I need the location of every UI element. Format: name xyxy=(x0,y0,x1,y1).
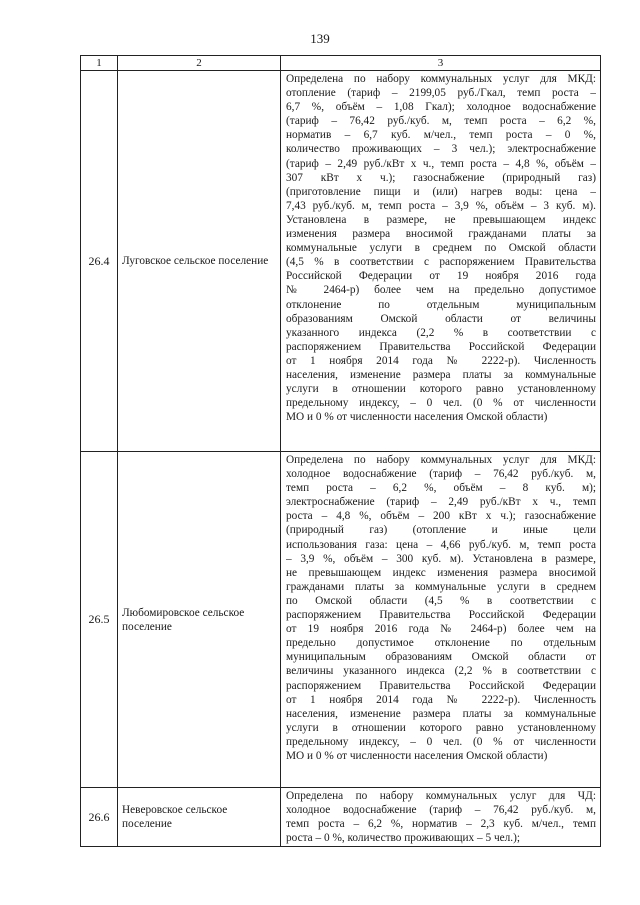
text-line: населения, изменение размера платы за коммунальные xyxy=(286,707,596,720)
text-line: Определена по набору коммунальных услуг для ЧД: xyxy=(286,790,596,802)
text-line: услуги в отношении которого равно установленному xyxy=(286,721,596,734)
text-line: темп роста – 6,2 %, объём – 8 куб. м); xyxy=(286,482,596,495)
row-description xyxy=(281,71,601,452)
settlement-name: Любомировское сельское поселение xyxy=(118,452,281,788)
text-line: количество проживающих – 3 чел.); электроснабжение xyxy=(286,143,596,156)
text-line: Установлена в размере, не превышающем индекс xyxy=(286,213,596,226)
text-line: распоряжением Правительства Российской Федерации xyxy=(286,679,596,692)
text-line: указанного индекса (2,2 % в соответствии с xyxy=(286,326,596,339)
text-line: холодное водоснабжение (тариф – 76,42 руб./куб. м, xyxy=(286,468,596,481)
text-line: Российской Федерации от 19 ноября 2016 года xyxy=(286,270,596,283)
text-line: предельно допустимое отклонение по отдельным xyxy=(286,637,596,650)
text-line: холодное водоснабжение (тариф – 76,42 руб./куб. м, xyxy=(286,804,596,817)
text-line: МО и 0 % от численности населения Омской области) xyxy=(286,749,548,762)
text-line: образованиям Омской области от величины xyxy=(286,312,596,325)
text-line: Определена по набору коммунальных услуг для МКД: xyxy=(286,454,596,466)
text-line: не превышающем индекс изменения размера вносимой xyxy=(286,566,596,579)
text-line: Определена по набору коммунальных услуг для МКД: xyxy=(286,73,596,85)
text-line: 7,43 руб./куб. м, темп роста – 3,9 %, объём – 3 куб. м). xyxy=(286,199,596,212)
table-row xyxy=(81,788,601,847)
text-line: МО и 0 % от численности населения Омской области) xyxy=(286,411,548,424)
text-line: темп роста – 6,2 %, норматив – 2,3 куб. м/чел., темп xyxy=(286,818,596,831)
text-line: распоряжением Правительства Российской Федерации xyxy=(286,609,596,622)
text-line: величины указанного индекса (2,2 % в соответствии с xyxy=(286,665,596,678)
column-header-1: 1 xyxy=(81,56,118,71)
row-number: 26.6 xyxy=(81,788,118,847)
row-number: 26.4 xyxy=(81,71,118,452)
text-line: 6,7 %, объём – 1,08 Гкал); холодное водоснабжение xyxy=(286,101,596,114)
text-line: роста – 0 %, количество проживающих – 5 чел.); xyxy=(286,832,521,845)
text-line: роста – 4,8 %, объём – 200 кВт х ч.); газоснабжение xyxy=(286,510,596,523)
text-line: (тариф – 76,42 руб./куб. м, темп роста – 6,2 %, xyxy=(286,115,596,128)
text-line: населения, изменение размера платы за коммунальные xyxy=(286,368,596,381)
text-line: электроснабжение (тариф – 2,49 руб./кВт х ч., темп xyxy=(286,496,596,509)
text-line: норматив – 6,7 куб. м/чел., темп роста – 0 %, xyxy=(286,129,596,142)
text-line: коммунальные услуги в среднем по Омской области xyxy=(286,242,596,255)
data-table xyxy=(80,55,601,847)
text-line: от 1 ноября 2014 года № 2222-р). Численность xyxy=(286,354,596,367)
text-line: распоряжением Правительства Российской Федерации xyxy=(286,340,596,353)
text-line: (тариф – 2,49 руб./кВт х ч., темп роста – 4,8 %, объём – xyxy=(286,157,596,170)
text-line: гражданами платы за коммунальные услуги в среднем xyxy=(286,580,596,593)
table-row xyxy=(81,452,601,788)
text-line: муниципальным образованиям Омской области от xyxy=(286,651,596,664)
text-line: (приготовление пищи и (или) нагрев воды: цена – xyxy=(286,185,596,198)
settlement-name: Неверовское сельское поселение xyxy=(118,788,281,847)
text-line: предельному индексу, – 0 чел. (0 % от численности xyxy=(286,397,596,410)
row-description xyxy=(281,788,601,847)
table-header-row xyxy=(81,56,601,71)
text-line: предельному индексу, – 0 чел. (0 % от численности xyxy=(286,735,596,748)
page-number: 139 xyxy=(310,31,330,46)
text-line: (природный газ) (отопление и иные цели xyxy=(286,524,596,537)
row-description xyxy=(281,452,601,788)
text-line: 307 кВт х ч.); газоснабжение (природный газ) xyxy=(286,171,596,184)
text-line: по Омской области (4,5 % в соответствии с xyxy=(286,594,596,607)
text-line: изменения размера вносимой гражданами платы за xyxy=(286,228,596,241)
text-line: от 19 ноября 2016 года № 2464-р) более чем на xyxy=(286,623,596,636)
column-header-2: 2 xyxy=(118,56,281,71)
text-line: № 2464-р) более чем на предельно допустимое xyxy=(286,284,596,297)
text-line: услуги в отношении которого равно установленному xyxy=(286,383,596,396)
text-line: отопление (тариф – 2199,05 руб./Гкал, темп роста – xyxy=(286,87,596,100)
text-line: отклонение по отдельным муниципальным xyxy=(286,298,596,311)
row-number: 26.5 xyxy=(81,452,118,788)
text-line: от 1 ноября 2014 года № 2222-р). Численность xyxy=(286,693,596,706)
table-row xyxy=(81,71,601,452)
text-line: (4,5 % в соответствии с распоряжением Правительства xyxy=(286,256,596,269)
text-line: – 3,9 %, объём – 300 куб. м). Установлена в размере, xyxy=(286,552,596,565)
settlement-name: Луговское сельское поселение xyxy=(118,71,281,452)
column-header-3: 3 xyxy=(281,56,601,71)
text-line: использования газа: цена – 4,66 руб./куб. м, темп роста xyxy=(286,538,596,551)
